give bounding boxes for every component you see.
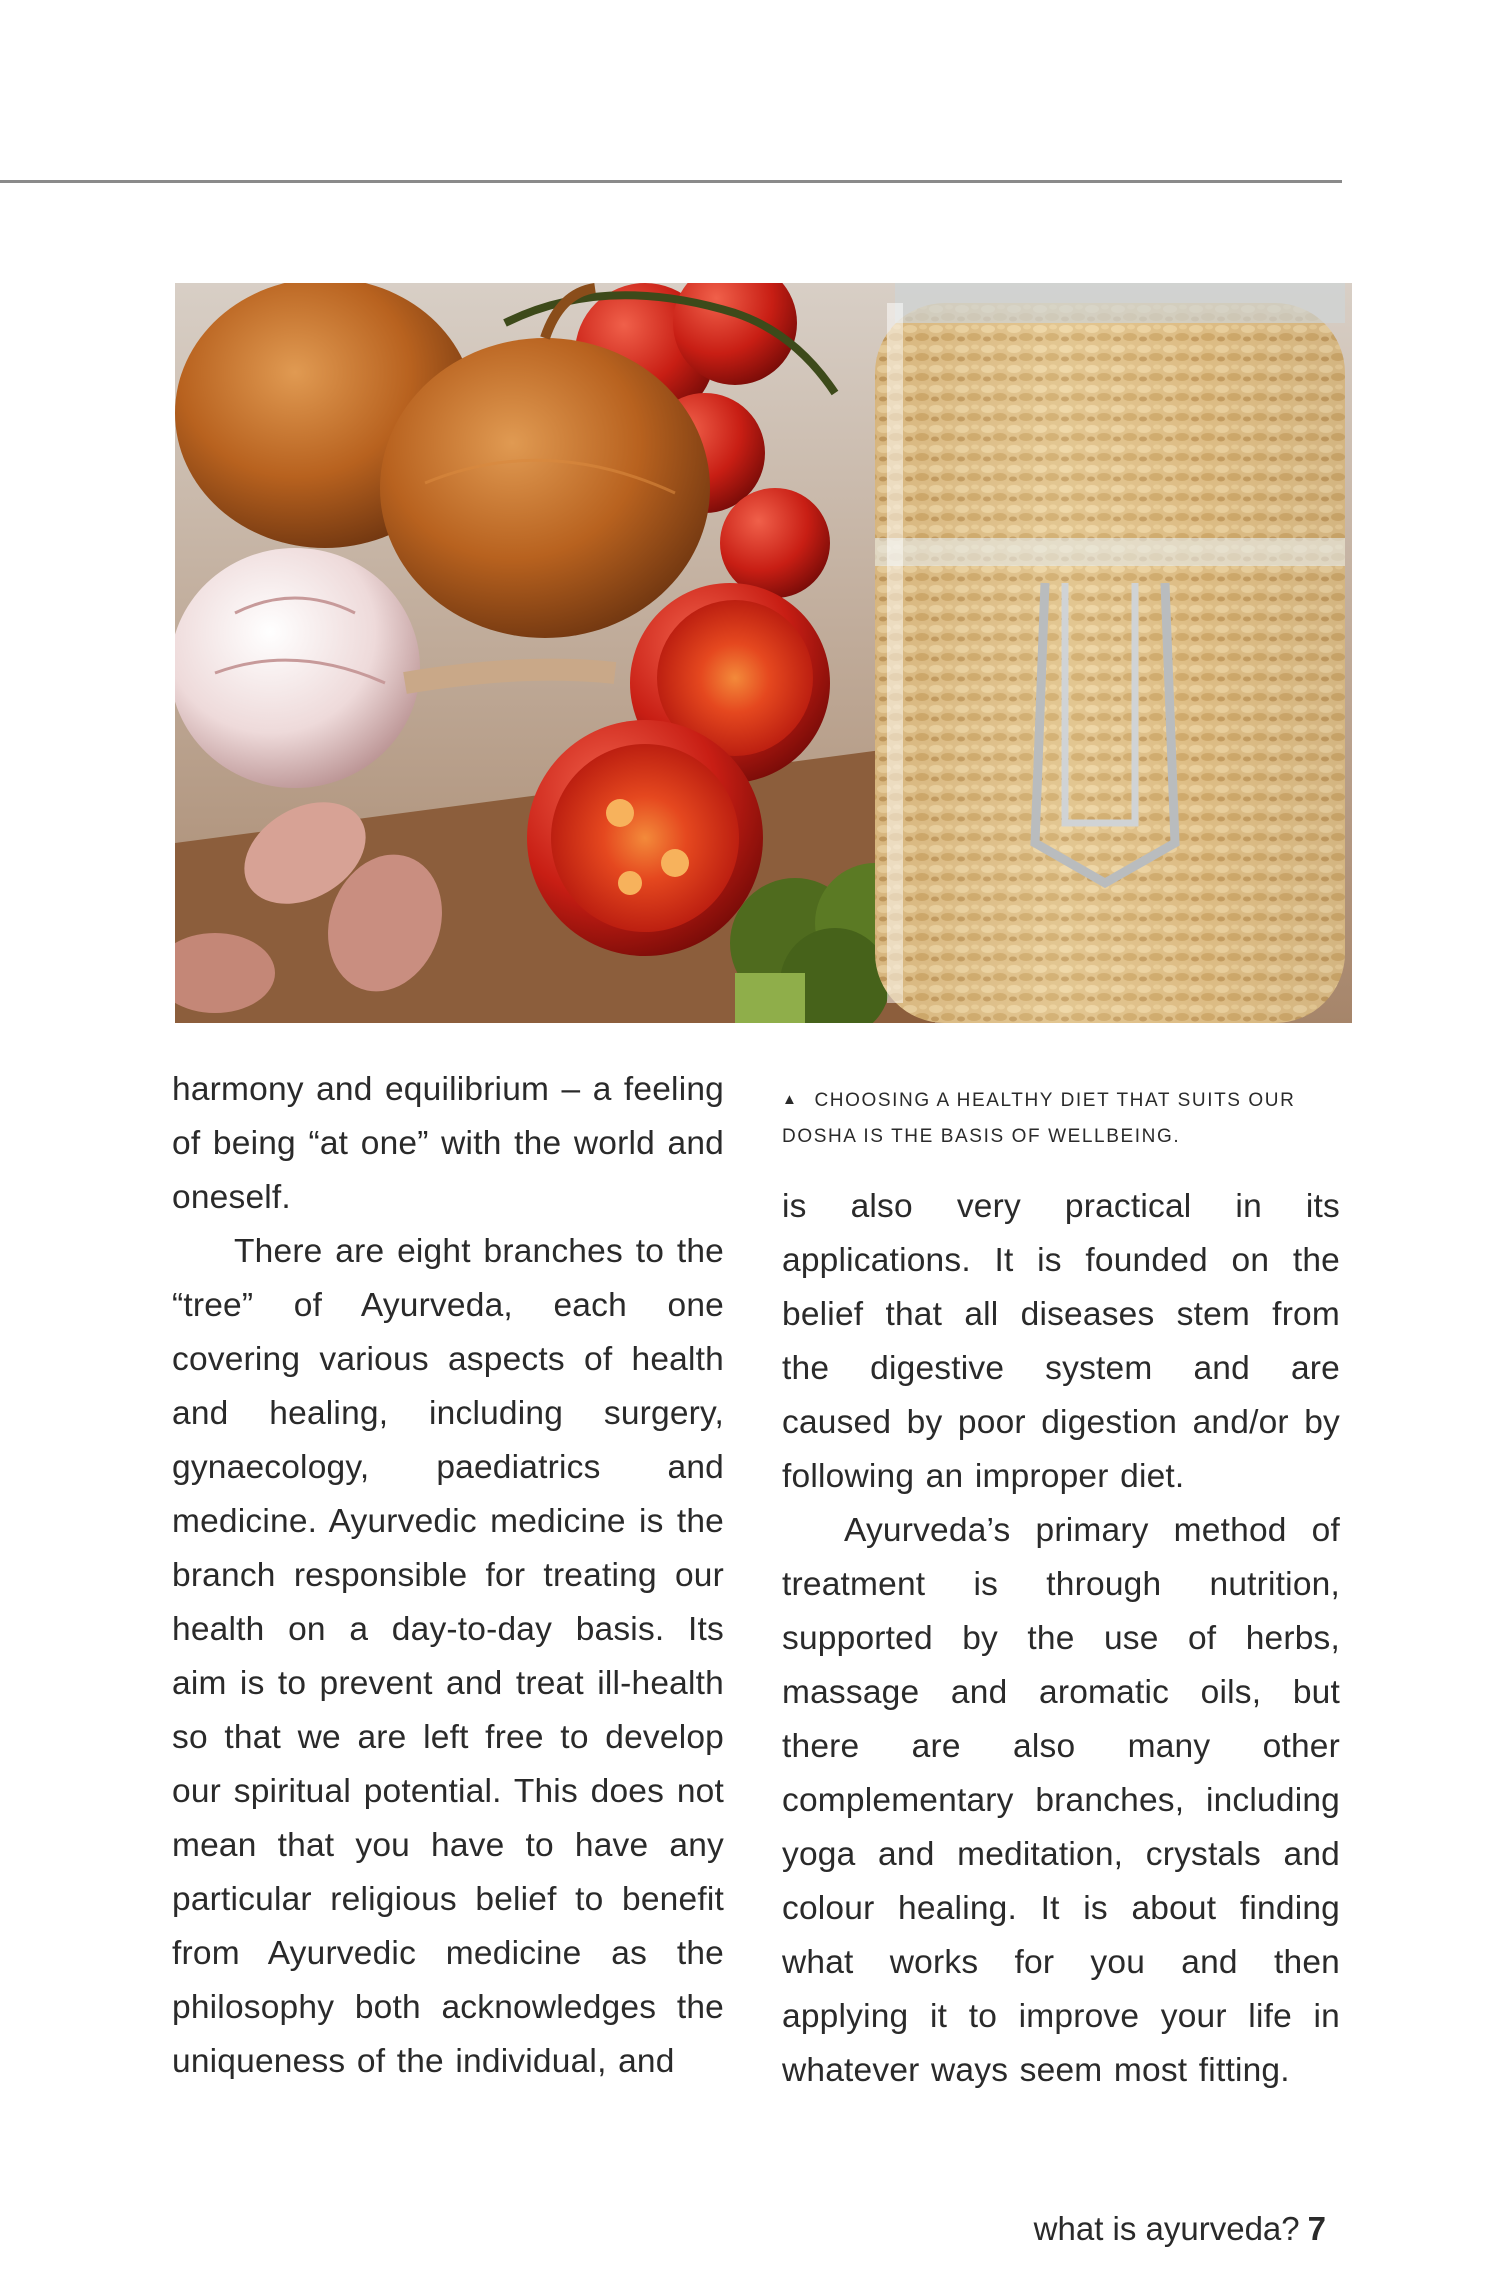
right-paragraph-1: is also very practical in its applications. It is founded on the belief that all diseases stem from the digestive system and are caused by poor digestion and/or by following an improper diet. [782,1188,1340,1495]
right-paragraph-2: Ayurveda’s primary method of treatment is through nutrition, supported by the use of herbs, massage and aromatic oils, but there are also many other complementary branches, including yoga and meditation, crystals and colour healing. It is about finding what works for you and then applying it to improve your life in whatever ways seem most fitting. [782,1512,1340,2089]
page-number: 7 [1307,2210,1326,2247]
photo-caption [782,1082,1342,1155]
page-footer [1034,2210,1326,2248]
footer-section-title: what is ayurveda? [1033,2210,1300,2247]
top-rule [0,180,1342,183]
right-text-column [782,1180,1340,2098]
caption-triangle-icon: ▲ [782,1091,799,1108]
left-paragraph-2: There are eight branches to the “tree” of Ayurveda, each one covering various aspects of health and healing, including surgery, gynaecology, paediatrics and medicine. Ayurvedic medicine is the branch responsible for treating our health on a day-to-day basis. Its aim is to prevent and treat ill-health so that we are left free to develop our spiritual potential. This does not mean that you have to have any particular religious belief to benefit from Ayurvedic medicine as the philosophy both acknowledges the uniqueness of the individual, and [172,1233,724,2080]
left-text-column [172,1063,724,2089]
left-paragraph-1: harmony and equilibrium – a feeling of being “at one” with the world and oneself. [172,1071,724,1216]
food-photo [175,283,1352,1023]
food-illustration [175,283,1352,1023]
caption-text: CHOOSING A HEALTHY DIET THAT SUITS OUR DOSHA IS THE BASIS OF WELLBEING. [782,1090,1296,1147]
